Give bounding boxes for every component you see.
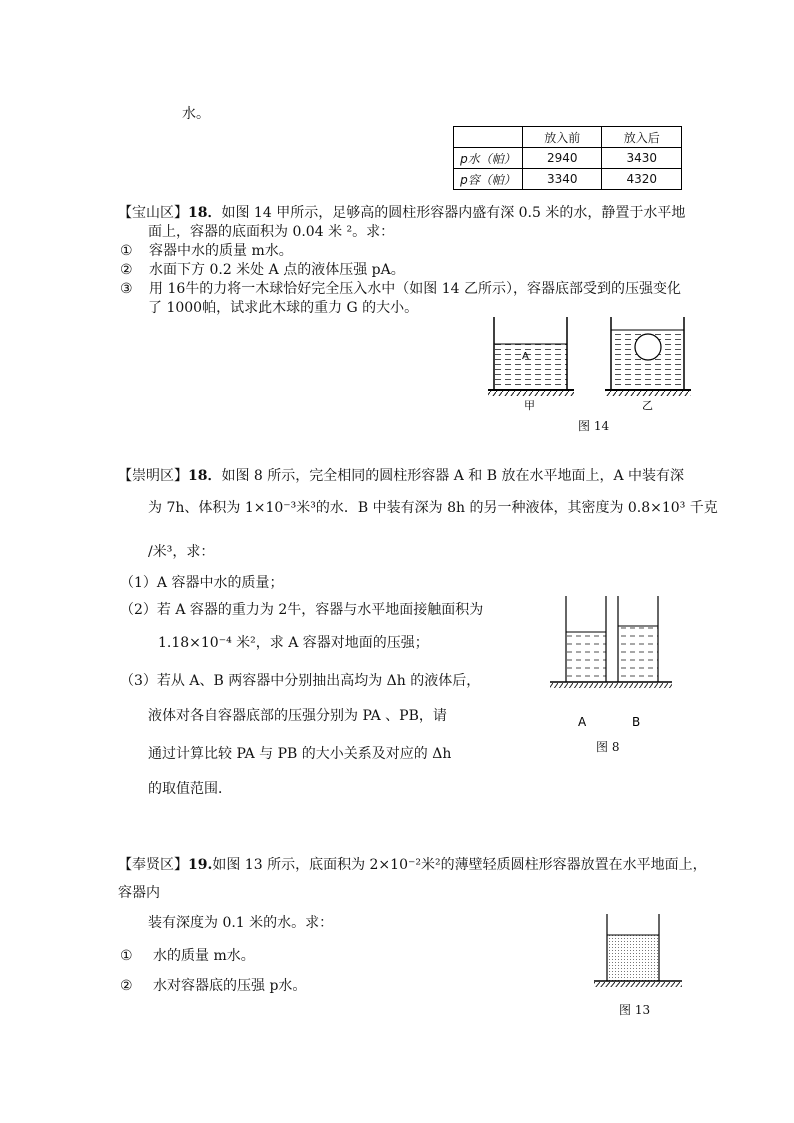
figure-14-caption: 图 14 (578, 419, 610, 433)
container-b (618, 596, 658, 682)
fengxian-stem-line1 (118, 855, 707, 875)
fengxian-item-1 (120, 946, 255, 966)
container-13 (607, 914, 659, 981)
liquid-a (566, 632, 606, 682)
baoshan-stem-line2: 面上，容器的底面积为 0.04 米 ²。求： (148, 224, 395, 240)
stem-text: 如图 14 甲所示，足够高的圆柱形容器内盛有深 0.5 米的水，静置于水平地 (221, 205, 686, 221)
region-tag: 【宝山区】 (118, 205, 188, 221)
chongming-q3-line2: 液体对各自容器底部的压强分别为 PA 、PB，请 (148, 708, 447, 724)
table-row (454, 169, 682, 190)
stem-text: 如图 13 所示，底面积为 2×10⁻²米²的薄壁轻质圆柱形容器放置在水平地面上， (212, 857, 707, 873)
table-cell: 3340 (522, 169, 602, 190)
region-tag: 【崇明区】 (118, 468, 188, 484)
baoshan-stem-line1 (118, 203, 685, 223)
table-header-cell: 放入前 (522, 127, 602, 148)
figure-13 (590, 910, 686, 992)
chongming-q3: （3）若从 A、B 两容器中分别抽出高均为 Δh 的液体后， (120, 673, 481, 689)
baoshan-item-2 (120, 260, 405, 280)
baoshan-item-3-cont: 了 1000帕，试求此木球的重力 G 的大小。 (148, 300, 419, 316)
water-13 (607, 935, 659, 981)
question-number: 18． (188, 468, 222, 484)
label-b: B (632, 715, 641, 729)
wooden-ball (635, 334, 661, 360)
chongming-q2-cont: 1.18×10⁻⁴ 米²，求 A 容器对地面的压强； (158, 635, 429, 651)
chongming-q1: （1）A 容器中水的质量； (120, 575, 284, 591)
water-jia (494, 344, 567, 390)
table-cell: 3430 (602, 148, 682, 169)
item-mark: ③ (120, 281, 133, 297)
item-text: 水面下方 0.2 米处 A 点的液体压强 pA。 (149, 262, 405, 278)
figure-13-caption: 图 13 (619, 1003, 651, 1017)
container-jia (488, 317, 574, 396)
item-text: 水的质量 m水。 (153, 948, 255, 964)
fengxian-item-2 (120, 976, 306, 996)
item-text: 水对容器底的压强 p水。 (153, 978, 307, 994)
point-a-label: A (522, 351, 529, 362)
figure-14 (484, 312, 696, 412)
region-tag: 【奉贤区】 (118, 857, 188, 873)
chongming-q3-line4: 的取值范围． (148, 781, 232, 797)
pressure-table (453, 126, 682, 190)
item-text: 用 16牛的力将一木球恰好完全压入水中（如图 14 乙所示），容器底部受到的压强变化 (149, 281, 681, 297)
table-header-cell (454, 127, 523, 148)
fengxian-stem-line3: 装有深度为 0.1 米的水。求： (148, 915, 334, 931)
table-row (454, 148, 682, 169)
chongming-stem-line2: 为 7h、体积为 1×10⁻³米³的水．B 中装有深为 8h 的另一种液体，其密度为 0.8×10³ 千克 (148, 500, 718, 516)
chongming-stem-line1 (118, 466, 684, 486)
item-text: 容器中水的质量 m水。 (149, 243, 293, 259)
item-mark: ① (120, 948, 133, 964)
stem-text: 如图 8 所示，完全相同的圆柱形容器 A 和 B 放在水平地面上，A 中装有深 (221, 468, 685, 484)
item-mark: ② (120, 262, 133, 278)
question-number: 18． (188, 205, 222, 221)
fengxian-stem-line2: 容器内 (118, 885, 160, 901)
item-mark: ② (120, 978, 133, 994)
question-number: 19. (188, 857, 213, 873)
figure-8-caption: 图 8 (596, 740, 620, 754)
chongming-q2: （2）若 A 容器的重力为 2牛，容器与水平地面接触面积为 (120, 602, 484, 618)
label-yi: 乙 (642, 399, 653, 412)
table-cell: 2940 (522, 148, 602, 169)
table-cell: 4320 (602, 169, 682, 190)
container-a (566, 596, 606, 682)
figure-8 (548, 592, 674, 732)
baoshan-item-3 (120, 279, 681, 299)
item-mark: ① (120, 243, 133, 259)
top-fragment: 水。 (182, 106, 210, 122)
chongming-stem-line3: /米³，求： (148, 544, 215, 560)
container-yi (605, 317, 691, 396)
label-jia: 甲 (524, 399, 535, 412)
baoshan-item-1 (120, 241, 293, 261)
table-header-row (454, 127, 682, 148)
table-cell: p水（帕） (454, 148, 523, 169)
table-header-cell: 放入后 (602, 127, 682, 148)
table-cell: p容（帕） (454, 169, 523, 190)
chongming-q3-line3: 通过计算比较 PA 与 PB 的大小关系及对应的 Δh (148, 746, 452, 762)
label-a: A (578, 715, 587, 729)
liquid-b (618, 626, 658, 682)
